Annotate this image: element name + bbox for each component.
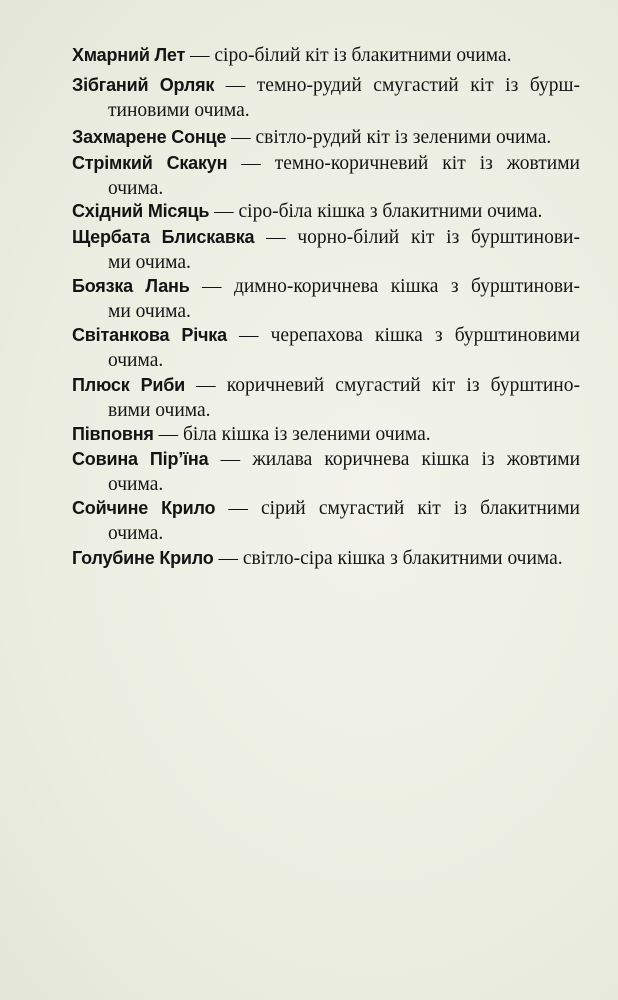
cat-description-continued: очима. <box>108 350 164 371</box>
cat-description-continued: ми очима. <box>108 301 191 322</box>
cat-name: Плюск Риби <box>72 375 186 395</box>
cat-description: — темно-рудий смугастий кіт із бурш- <box>214 75 581 96</box>
cat-name: Голубине Крило <box>72 548 214 568</box>
cat-description-continued: очима. <box>108 178 164 199</box>
cat-description: — темно-коричневий кіт із жовтими <box>227 153 580 174</box>
cat-name: Совина Пір’їна <box>72 449 209 469</box>
cat-description: — сіро-білий кіт із блакитними очима. <box>185 45 512 66</box>
cat-description: — димно-коричнева кішка з бурштинови- <box>189 276 580 297</box>
cat-name: Зібганий Орляк <box>72 75 215 95</box>
cat-description-continued: очима. <box>108 523 164 544</box>
cat-description: — чорно-білий кіт із бурштинови- <box>254 227 580 248</box>
cat-description: — черепахова кішка з бурштиновими <box>226 325 580 346</box>
cat-name: Боязка Лань <box>72 276 190 296</box>
cat-name: Східний Місяць <box>72 201 210 221</box>
cat-description: — сірий смугастий кіт із блакитними <box>215 498 580 519</box>
cat-description: — жилава коричнева кішка із жовтими <box>208 449 581 470</box>
cat-name: Стрімкий Скакун <box>72 153 228 173</box>
cat-description: — коричневий смугастий кіт із бурштино- <box>185 375 580 396</box>
cat-name: Захмарене Сонце <box>72 127 227 147</box>
cat-description: — сіро-біла кішка з блакитними очима. <box>209 201 543 222</box>
cat-description-continued: тиновими очима. <box>108 100 250 121</box>
cat-description-continued: очима. <box>108 474 164 495</box>
cat-description: — світло-сіра кішка з блакитними очима. <box>213 548 563 569</box>
cat-description: — світло-рудий кіт із зеленими очима. <box>226 127 552 148</box>
cat-name: Хмарний Лет <box>72 45 186 65</box>
cat-description-continued: ми очима. <box>108 252 191 273</box>
cat-description: — біла кішка із зеленими очима. <box>153 424 431 445</box>
cat-description-continued: вими очима. <box>108 400 211 421</box>
cat-name: Півповня <box>72 424 154 444</box>
cat-name: Сойчине Крило <box>72 498 216 518</box>
cat-name: Щербата Блискавка <box>72 227 255 247</box>
cat-name: Світанкова Річка <box>72 325 227 345</box>
